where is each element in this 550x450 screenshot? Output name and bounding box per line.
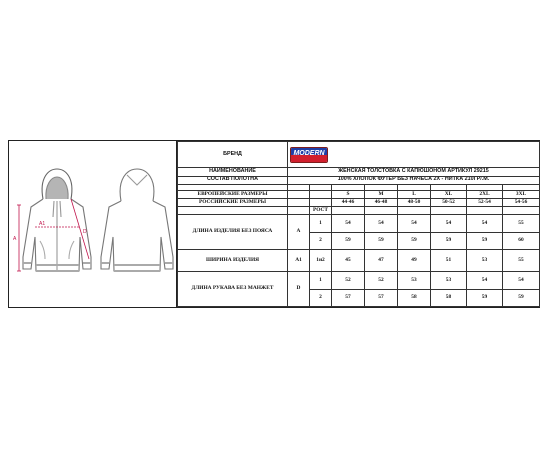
- ru-size-cell: 44-46: [332, 199, 365, 207]
- size-spec-table: [177, 141, 540, 307]
- eu-size-cell: S: [332, 190, 365, 198]
- value-cell: 54: [467, 272, 503, 289]
- value-cell: 57: [332, 289, 365, 306]
- brand-label: БРЕНД: [178, 142, 288, 168]
- value-cell: 54: [332, 215, 365, 232]
- measure-code: A1: [288, 249, 310, 271]
- eu-size-cell: M: [365, 190, 398, 198]
- hoodie-back: [101, 169, 173, 271]
- value-cell: 55: [503, 249, 540, 271]
- brand-logo-text: MODERN: [293, 149, 325, 157]
- measure-row: [178, 249, 540, 271]
- value-cell: 52: [365, 272, 398, 289]
- value-cell: 55: [503, 215, 540, 232]
- ru-size-label: РОССИЙСКИЕ РАЗМЕРЫ: [178, 199, 288, 207]
- rost-value: 1и2: [310, 249, 332, 271]
- value-cell: 54: [365, 215, 398, 232]
- spec-sheet: [8, 140, 540, 308]
- value-cell: 51: [431, 249, 467, 271]
- brand-row: [178, 142, 540, 168]
- name-value: ЖЕНСКАЯ ТОЛСТОВКА С КАПЮШОНОМ АРТИКУЛ 29215: [288, 168, 540, 176]
- rost-value: 2: [310, 232, 332, 249]
- value-cell: 53: [398, 272, 431, 289]
- value-cell: 53: [431, 272, 467, 289]
- ru-size-cell: 48-50: [398, 199, 431, 207]
- eu-size-cell: XL: [431, 190, 467, 198]
- value-cell: 59: [431, 232, 467, 249]
- value-cell: 45: [332, 249, 365, 271]
- eu-size-cell: 2XL: [467, 190, 503, 198]
- measure-row: [178, 215, 540, 232]
- eu-size-label: ЕВРОПЕЙСКИЕ РАЗМЕРЫ: [178, 190, 288, 198]
- measure-label: ДЛИНА ИЗДЕЛИЯ БЕЗ ПОЯСА: [178, 215, 288, 250]
- ru-size-cell: 50-52: [431, 199, 467, 207]
- dimension-a1-label: A1: [39, 221, 46, 227]
- rost-value: 1: [310, 272, 332, 289]
- value-cell: 59: [398, 232, 431, 249]
- ru-size-cell: 54-56: [503, 199, 540, 207]
- rost-value: 1: [310, 215, 332, 232]
- measure-code: A: [288, 215, 310, 250]
- fabric-label: СОСТАВ ПОЛОТНА: [178, 176, 288, 184]
- brand-logo: [290, 147, 328, 163]
- value-cell: 59: [467, 289, 503, 306]
- value-cell: 52: [332, 272, 365, 289]
- value-cell: 59: [332, 232, 365, 249]
- rost-value: 2: [310, 289, 332, 306]
- dimension-a-label: A: [13, 236, 17, 242]
- value-cell: 54: [503, 272, 540, 289]
- rost-label: РОСТ: [310, 207, 332, 215]
- measure-label: ДЛИНА РУКАВА БЕЗ МАНЖЕТ: [178, 272, 288, 307]
- value-cell: 57: [365, 289, 398, 306]
- measure-code: D: [288, 272, 310, 307]
- measure-label: ШИРИНА ИЗДЕЛИЯ: [178, 249, 288, 271]
- value-cell: 47: [365, 249, 398, 271]
- ru-size-cell: 52-54: [467, 199, 503, 207]
- dimension-d-label: D: [83, 229, 87, 235]
- eu-size-cell: 3XL: [503, 190, 540, 198]
- value-cell: 58: [431, 289, 467, 306]
- brand-logo-cell: [288, 142, 540, 168]
- value-cell: 59: [467, 232, 503, 249]
- value-cell: 58: [398, 289, 431, 306]
- hoodie-sketch: [9, 141, 177, 307]
- ru-size-row: [178, 199, 540, 207]
- value-cell: 54: [398, 215, 431, 232]
- rost-header-row: [178, 207, 540, 215]
- ru-size-cell: 46-48: [365, 199, 398, 207]
- fabric-value: 100% ХЛОПОК ФУТЕР БЕЗ НАЧЕСА 2Х - НИТКА 210ГР/.М.: [288, 176, 540, 184]
- measure-row: [178, 272, 540, 289]
- value-cell: 54: [431, 215, 467, 232]
- name-row: [178, 168, 540, 176]
- hoodie-front: [23, 169, 91, 271]
- value-cell: 59: [503, 289, 540, 306]
- name-label: НАИМЕНОВАНИЕ: [178, 168, 288, 176]
- value-cell: 49: [398, 249, 431, 271]
- value-cell: 54: [467, 215, 503, 232]
- fabric-row: [178, 176, 540, 184]
- value-cell: 53: [467, 249, 503, 271]
- garment-drawing: [9, 141, 177, 307]
- eu-size-row: [178, 190, 540, 198]
- value-cell: 59: [365, 232, 398, 249]
- value-cell: 60: [503, 232, 540, 249]
- eu-size-cell: L: [398, 190, 431, 198]
